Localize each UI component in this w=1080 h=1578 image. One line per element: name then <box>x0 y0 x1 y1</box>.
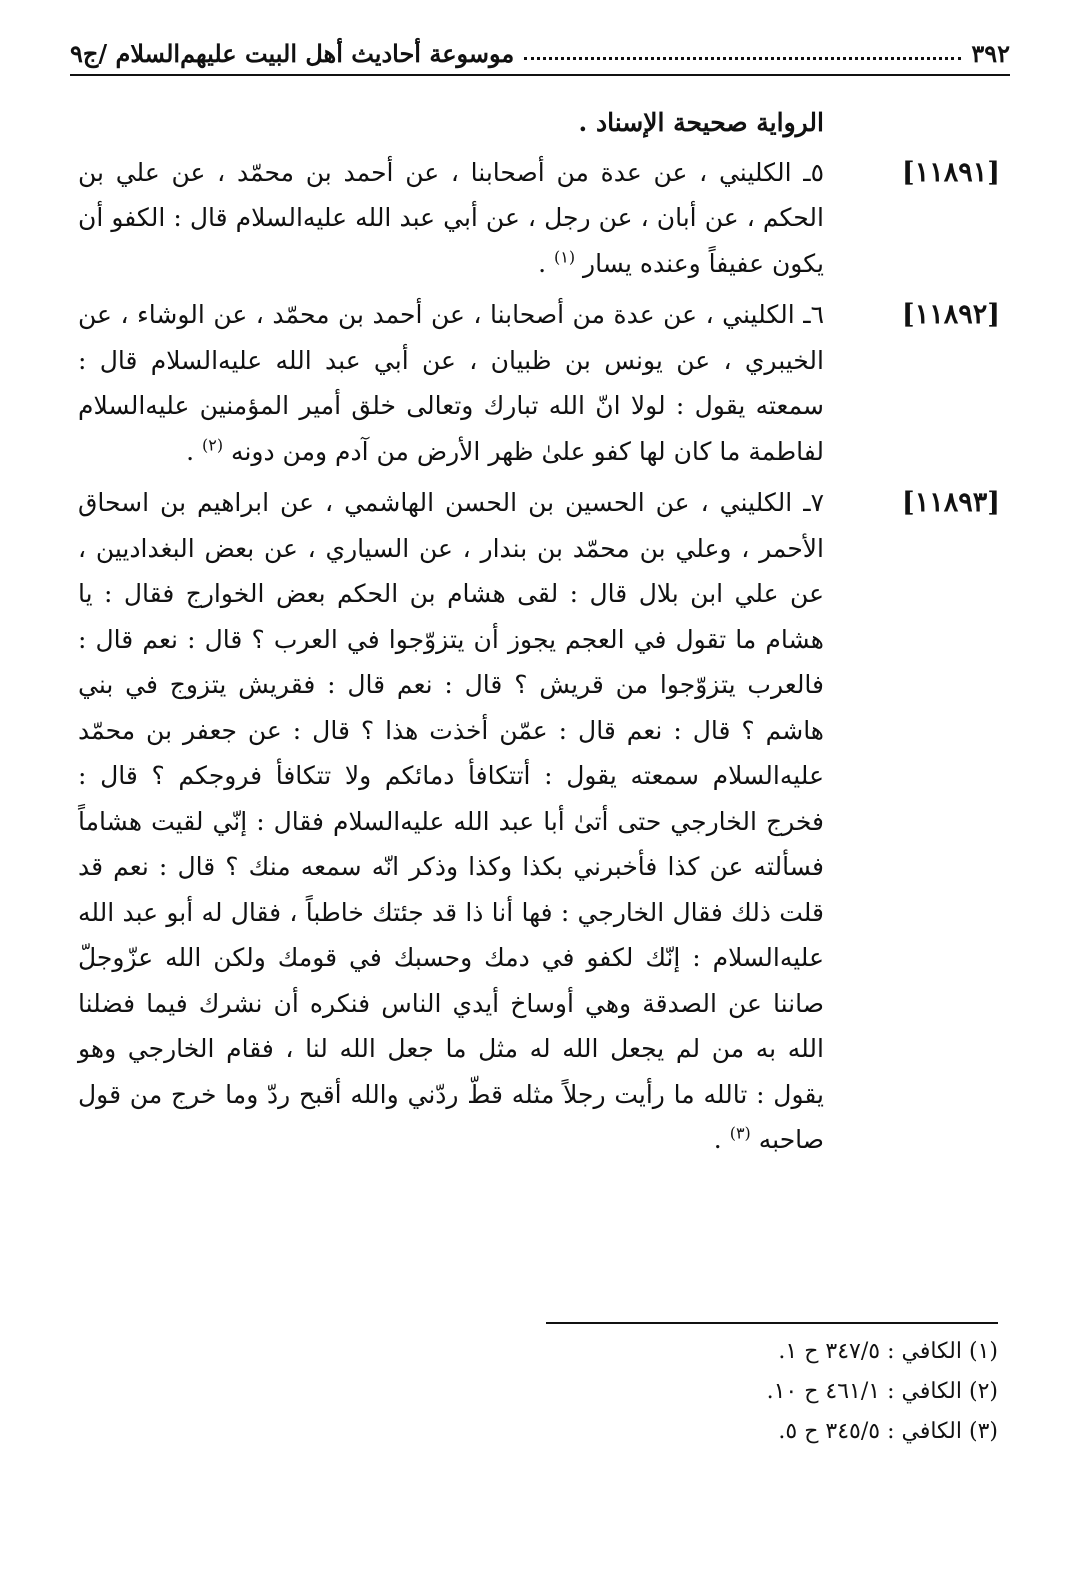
footnotes <box>300 1332 998 1452</box>
running-header <box>70 24 1010 76</box>
hadith-number: [١١٨٩٢] <box>901 299 1000 330</box>
footnote-reference[interactable]: (٣) <box>729 1123 751 1143</box>
hadith-number: [١١٨٩١] <box>901 156 1000 188</box>
footnote-reference[interactable]: (١) <box>553 247 576 267</box>
footnote-item: (٢) الكافي : ٤٦١/١ ح ١٠. <box>766 1379 998 1404</box>
hadith-text <box>78 480 824 1163</box>
page-number: ٣٩٢ <box>971 39 1010 68</box>
hadith-text <box>78 292 824 474</box>
hadith-entry <box>78 480 1000 1163</box>
footnote-item: (٣) الكافي : ٣٤٥/٥ ح ٥. <box>778 1419 998 1444</box>
hadith-body: ٧ـ الكليني ، عن الحسين بن الحسن الهاشمي ، عن ابراهيم بن اسحاق الأحمر ، وعلي بن محمّد بن بندار ، عن السياري ، عن بعض البغداديين ، عن علي ابن بلال قال : لقى هشام بن الحكم بعض الخوارج فقال : يا هشام ما تقول في العجم يجوز أن يتزوّجوا في العرب ؟ قال : نعم قال : فالعرب يتزوّجوا من قريش ؟ قال : نعم قال : فقريش يتزوج في بني هاشم ؟ قال : نعم قال : عمّن أخذت هذا ؟ قال : عن جعفر بن محمّد عليه‌السلام سمعته يقول : أتتكافأ دمائكم ولا تتكافأ فروجكم ؟ قال : فخرج الخارجي حتى أتىٰ أبا عبد الله عليه‌السلام فقال : إنّي لقيت هشاماً فسألته عن كذا فأخبرني بكذا وكذا وذكر انّه سمعه منك ؟ قال : نعم قد قلت ذلك فقال الخارجي : فها أنا ذا قد جئتك خاطباً ، فقال له أبو عبد الله عليه‌السلام : إنّك لكفو في دمك وحسبك في قومك ولكن الله عزّوجلّ صاننا عن الصدقة وهي أوساخ أيدي الناس فنكره أن نشرك فيما فضلنا الله به من لم يجعل الله له مثل ما جعل الله لنا ، فقام الخارجي وهو يقول : تالله ما رأيت رجلاً مثله قطّ ردّني والله أقبح ردّ وما خرج من قول صاحبه <box>78 488 824 1154</box>
intro-line: الرواية صحيحة الإسناد . <box>578 108 824 137</box>
hadith-tail: . <box>713 1125 730 1154</box>
hadith-entry <box>78 292 1000 474</box>
main-text <box>78 100 1000 1169</box>
hadith-body: ٥ـ الكليني ، عن عدة من أصحابنا ، عن أحمد بن محمّد ، عن علي بن الحكم ، عن أبان ، عن رجل ، عن أبي عبد الله عليه‌السلام قال : الكفو أن يكون عفيفاً وعنده يسار <box>78 157 824 278</box>
header-dot-leader <box>524 57 961 60</box>
hadith-text <box>78 150 824 287</box>
hadith-body: ٦ـ الكليني ، عن عدة من أصحابنا ، عن أحمد بن محمّد ، عن الوشاء ، عن الخيبري ، عن يونس بن ظبيان ، عن أبي عبد الله عليه‌السلام قال : سمعته يقول : لولا انّ الله تبارك وتعالى خلق أمير المؤمنين عليه‌السلام لفاطمة ما كان لها كفو علىٰ ظهر الأرض من آدم ومن دونه <box>78 300 824 466</box>
book-title: موسوعة أحاديث أهل البيت عليهم‌السلام /ج٩ <box>70 39 515 68</box>
hadith-number: [١١٨٩٣] <box>901 487 1000 518</box>
hadith-tail: . <box>186 436 202 466</box>
hadith-entry <box>78 150 1000 287</box>
hadith-tail: . <box>538 248 554 278</box>
footnote-reference[interactable]: (٢) <box>202 435 224 455</box>
footnote-item: (١) الكافي : ٣٤٧/٥ ح ١. <box>778 1339 998 1364</box>
footnote-divider <box>546 1322 998 1324</box>
